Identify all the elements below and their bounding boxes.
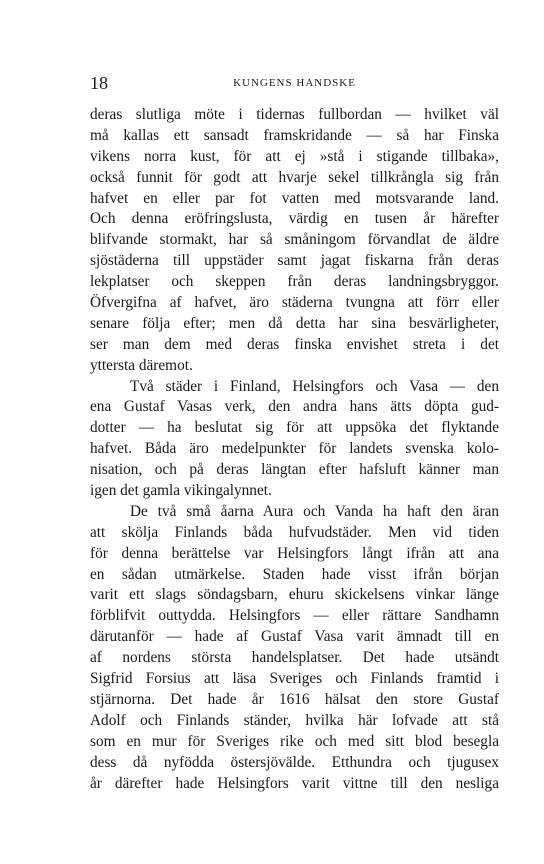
text-line: yttersta däremot. <box>90 356 193 374</box>
text-line: en sådan utmärkelse. Staden hade visst ifrån början <box>90 565 499 583</box>
text-line: hafvet en eller par fot vatten med motsvarande land. <box>90 189 499 207</box>
text-line: nisation, och på deras längtan efter hafsluft känner man <box>90 461 499 479</box>
text-line: ser man dem med deras finska envishet streta i det <box>90 335 499 353</box>
text-line: Två städer i Finland, Helsingfors och Vasa — den <box>130 377 499 395</box>
text-line: lekplatser och skeppen från deras landningsbryggor. <box>90 273 499 291</box>
text-line: igen det gamla vikingalynnet. <box>90 482 272 500</box>
text-line: stjärnorna. Det hade år 1616 hälsat den store Gustaf <box>90 690 499 708</box>
text-line: må kallas ett sansadt framskridande — så har Finska <box>90 126 499 144</box>
text-line: ena Gustaf Vasas verk, den andra hans ätts döpta gud- <box>90 398 499 416</box>
text-line: af nordens största handelsplatser. Det hade utsändt <box>90 649 499 667</box>
text-line: senare följa efter; men då detta har sina besvärligheter, <box>90 314 499 332</box>
text-line: dotter — ha beslutat sig för att uppsöka det flyktande <box>90 419 499 437</box>
text-line: att skölja Finlands båda hufvudstäder. Men vid tiden <box>90 523 499 541</box>
text-line: också funnit för godt att hvarje sekel tillkrångla sig från <box>90 168 499 186</box>
text-line: hafvet. Båda äro medelpunkter för landets svenska kolo- <box>90 440 499 458</box>
text-line: varit ett slags söndagsbarn, ehuru skickelsens vinkar länge <box>90 586 499 604</box>
text-line: år därefter hade Helsingfors varit vittne till den nesliga <box>90 774 499 792</box>
text-line: Sigfrid Forsius att läsa Sveriges och Finlands framtid i <box>90 670 499 688</box>
text-line: Och denna eröfringslusta, värdig en tusen år härefter <box>90 210 499 228</box>
text-line: Adolf och Finlands ständer, hvilka här lofvade att stå <box>90 711 499 729</box>
text-line: som en mur för Sveriges rike och med sitt blod besegla <box>90 732 499 750</box>
running-title: KUNGENS HANDSKE <box>233 77 356 89</box>
body-text <box>90 105 499 794</box>
text-line: De två små åarna Aura och Vanda ha haft den äran <box>130 502 499 520</box>
text-line: sjöstäderna till uppstäder samt jagat fiskarna från deras <box>90 252 499 270</box>
text-line: deras slutliga möte i tidernas fullbordan — hvilket väl <box>90 106 499 123</box>
page-header <box>90 72 499 94</box>
text-line: blifvande stormakt, har så småningom förvandlat de äldre <box>90 231 499 249</box>
page-number: 18 <box>90 73 108 93</box>
text-line: för denna berättelse var Helsingfors långt ifrån att ana <box>90 544 499 562</box>
text-line: vikens norra kust, för att ej »stå i stigande tillbaka», <box>90 147 499 165</box>
text-line: dess då nyfödda östersjövälde. Etthundra och tjugusex <box>90 753 499 771</box>
text-line: förblifvit outtydda. Helsingfors — eller rättare Sandhamn <box>90 607 499 625</box>
text-line: därutanför — hade af Gustaf Vasa varit ämnadt till en <box>90 628 499 646</box>
text-line: Öfvergifna af hafvet, äro städerna tvungna att förr eller <box>90 294 499 312</box>
